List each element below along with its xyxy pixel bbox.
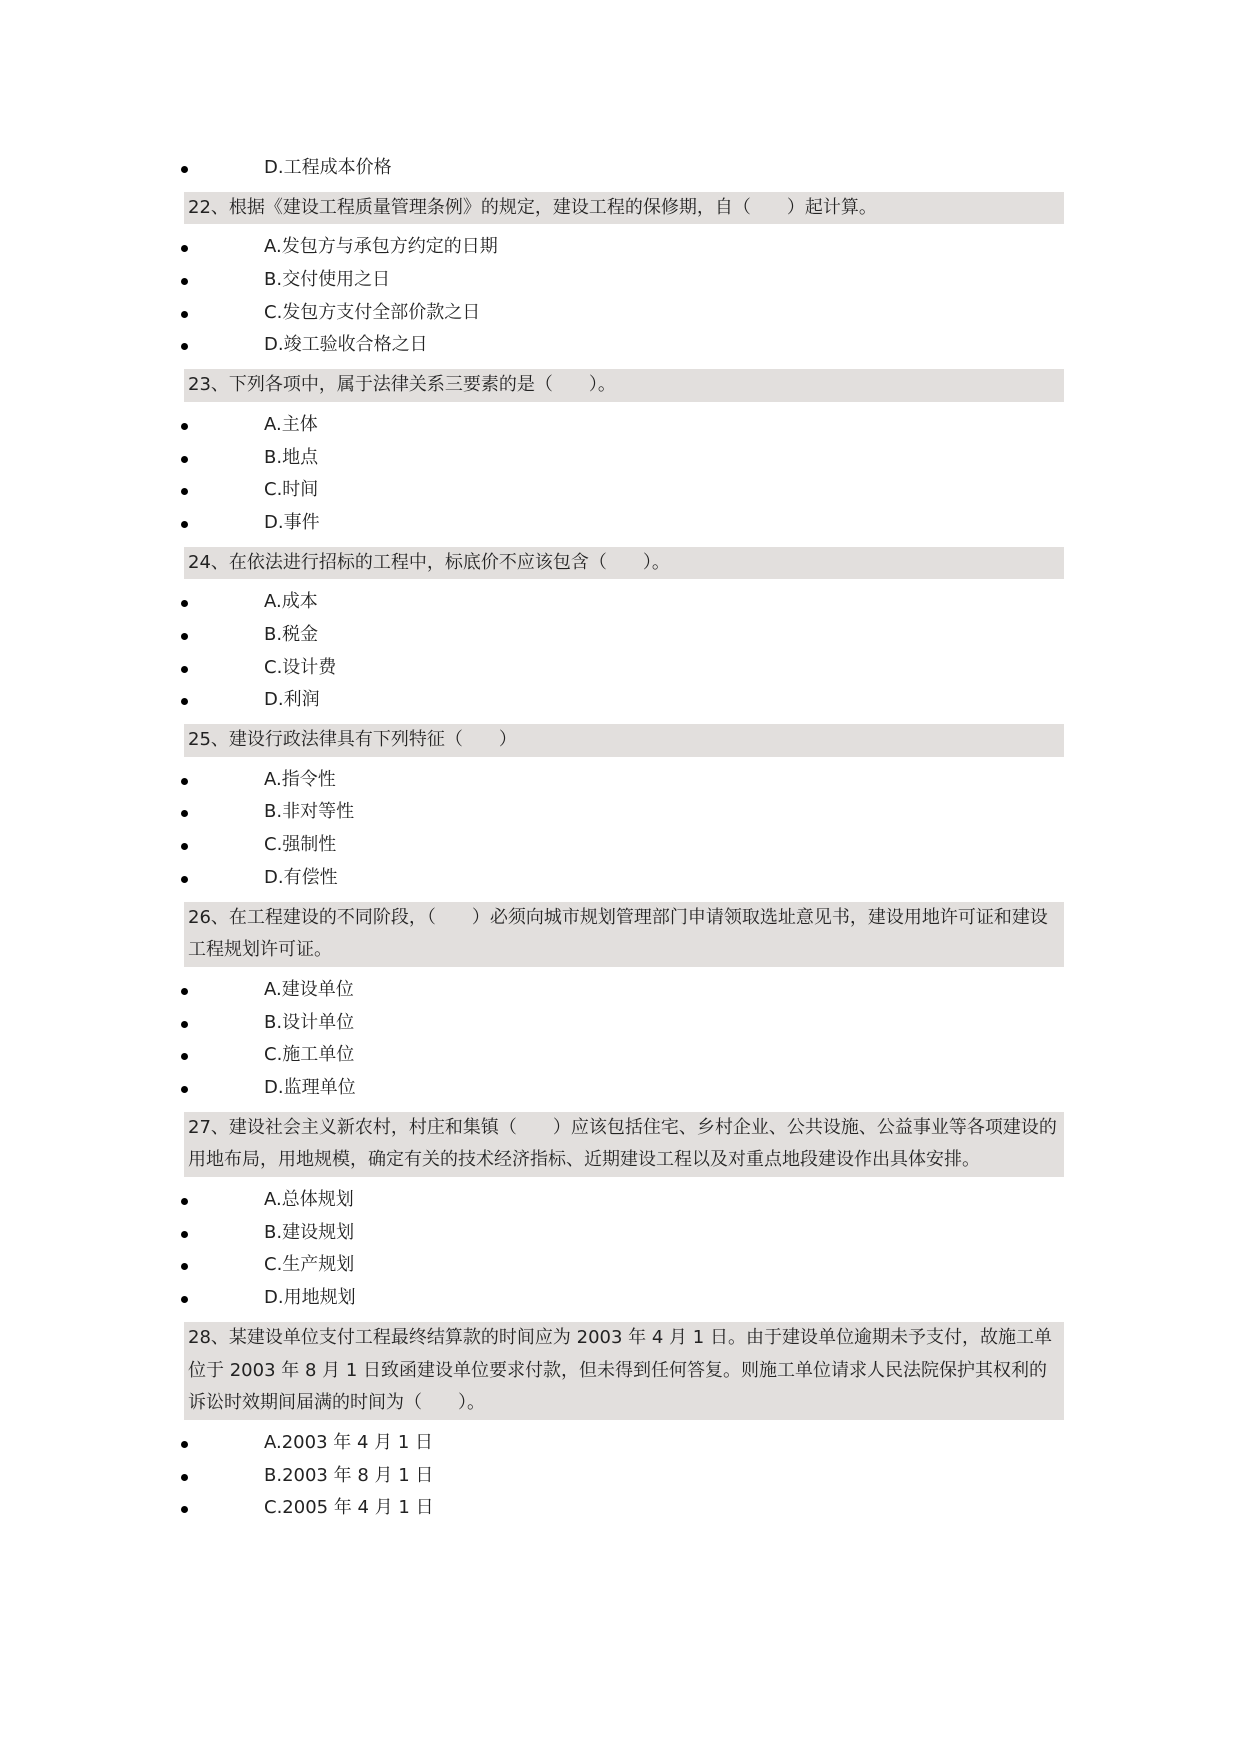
option-item bbox=[184, 329, 1064, 362]
question-text: 22、根据《建设工程质量管理条例》的规定，建设工程的保修期，自（ ）起计算。 bbox=[184, 192, 1064, 225]
question-text: 27、建设社会主义新农村，村庄和集镇（ ）应该包括住宅、乡村企业、公共设施、公益事业等各项建设的用地布局，用地规模，确定有关的技术经济指标、近期建设工程以及对重点地段建设作出具体安排。 bbox=[184, 1112, 1064, 1177]
option-text: D.利润 bbox=[264, 689, 320, 711]
option-item bbox=[184, 1492, 1064, 1525]
question-text: 28、某建设单位支付工程最终结算款的时间应为 2003 年 4 月 1 日。由于建设单位逾期未予支付，故施工单位于 2003 年 8 月 1 日致函建设单位要求付款，但未得到任何答复。则施工单位请求人民法院保护其权利的诉讼时效期间届满的时间为（ ）。 bbox=[184, 1322, 1064, 1420]
bullet-icon bbox=[181, 988, 188, 995]
bullet-icon bbox=[181, 1086, 188, 1093]
question-text: 26、在工程建设的不同阶段，（ ）必须向城市规划管理部门申请领取选址意见书，建设用地许可证和建设工程规划许可证。 bbox=[184, 902, 1064, 967]
option-list bbox=[184, 586, 1064, 717]
option-item bbox=[184, 409, 1064, 442]
option-item bbox=[184, 1282, 1064, 1315]
document-page bbox=[184, 152, 1064, 1525]
option-text: A.发包方与承包方约定的日期 bbox=[264, 236, 498, 258]
option-text: A.主体 bbox=[264, 413, 318, 435]
option-text: B.地点 bbox=[264, 446, 319, 468]
option-text: D.事件 bbox=[264, 511, 320, 533]
option-text: A.成本 bbox=[264, 591, 318, 613]
option-item bbox=[184, 152, 1064, 185]
bullet-icon bbox=[181, 778, 188, 785]
option-item bbox=[184, 1249, 1064, 1282]
bullet-icon bbox=[181, 423, 188, 430]
bullet-icon bbox=[181, 698, 188, 705]
bullet-icon bbox=[181, 843, 188, 850]
bullet-icon bbox=[181, 1441, 188, 1448]
option-item bbox=[184, 1427, 1064, 1460]
option-list bbox=[184, 231, 1064, 362]
option-text: B.税金 bbox=[264, 623, 319, 645]
option-item bbox=[184, 796, 1064, 829]
bullet-icon bbox=[181, 666, 188, 673]
option-item bbox=[184, 862, 1064, 895]
option-text: C.2005 年 4 月 1 日 bbox=[264, 1497, 434, 1519]
option-text: C.施工单位 bbox=[264, 1044, 355, 1066]
bullet-icon bbox=[181, 311, 188, 318]
option-item bbox=[184, 619, 1064, 652]
option-list bbox=[184, 152, 1064, 185]
bullet-icon bbox=[181, 600, 188, 607]
bullet-icon bbox=[181, 810, 188, 817]
option-item bbox=[184, 1072, 1064, 1105]
option-list bbox=[184, 764, 1064, 895]
option-item bbox=[184, 507, 1064, 540]
option-item bbox=[184, 764, 1064, 797]
bullet-icon bbox=[181, 245, 188, 252]
bullet-icon bbox=[181, 1021, 188, 1028]
option-text: A.总体规划 bbox=[264, 1189, 354, 1211]
option-item bbox=[184, 264, 1064, 297]
option-text: C.生产规划 bbox=[264, 1254, 355, 1276]
question-text: 25、建设行政法律具有下列特征（ ） bbox=[184, 724, 1064, 757]
option-item bbox=[184, 684, 1064, 717]
option-item bbox=[184, 1217, 1064, 1250]
option-text: C.强制性 bbox=[264, 834, 337, 856]
bullet-icon bbox=[181, 1231, 188, 1238]
option-list bbox=[184, 974, 1064, 1105]
bullet-icon bbox=[181, 343, 188, 350]
option-text: D.工程成本价格 bbox=[264, 157, 392, 178]
option-text: A.指令性 bbox=[264, 768, 336, 790]
bullet-icon bbox=[181, 1296, 188, 1303]
question-text: 23、下列各项中，属于法律关系三要素的是（ ）。 bbox=[184, 369, 1064, 402]
option-text: B.建设规划 bbox=[264, 1221, 355, 1243]
bullet-icon bbox=[181, 456, 188, 463]
option-item bbox=[184, 974, 1064, 1007]
bullet-icon bbox=[181, 1263, 188, 1270]
option-item bbox=[184, 829, 1064, 862]
option-item bbox=[184, 297, 1064, 330]
option-list bbox=[184, 1184, 1064, 1315]
bullet-icon bbox=[181, 633, 188, 640]
option-item bbox=[184, 1184, 1064, 1217]
option-text: C.设计费 bbox=[264, 656, 337, 678]
option-text: B.交付使用之日 bbox=[264, 269, 391, 291]
option-text: D.用地规划 bbox=[264, 1287, 356, 1309]
bullet-icon bbox=[181, 521, 188, 528]
bullet-icon bbox=[181, 1053, 188, 1060]
option-item bbox=[184, 1039, 1064, 1072]
bullet-icon bbox=[181, 1474, 188, 1481]
option-item bbox=[184, 586, 1064, 619]
option-text: A.建设单位 bbox=[264, 978, 354, 1000]
bullet-icon bbox=[181, 488, 188, 495]
option-text: B.2003 年 8 月 1 日 bbox=[264, 1464, 434, 1486]
option-text: D.有偿性 bbox=[264, 866, 338, 888]
option-list bbox=[184, 409, 1064, 540]
option-item bbox=[184, 1460, 1064, 1493]
option-text: C.发包方支付全部价款之日 bbox=[264, 301, 481, 323]
option-list bbox=[184, 1427, 1064, 1525]
bullet-icon bbox=[181, 278, 188, 285]
option-text: B.设计单位 bbox=[264, 1011, 355, 1033]
option-text: C.时间 bbox=[264, 479, 319, 501]
bullet-icon bbox=[181, 1198, 188, 1205]
option-item bbox=[184, 474, 1064, 507]
option-item bbox=[184, 442, 1064, 475]
option-text: D.监理单位 bbox=[264, 1076, 356, 1098]
bullet-icon bbox=[181, 876, 188, 883]
option-item bbox=[184, 652, 1064, 685]
option-text: A.2003 年 4 月 1 日 bbox=[264, 1431, 434, 1453]
bullet-icon bbox=[181, 166, 188, 173]
option-item bbox=[184, 1007, 1064, 1040]
bullet-icon bbox=[181, 1506, 188, 1513]
question-text: 24、在依法进行招标的工程中，标底价不应该包含（ ）。 bbox=[184, 547, 1064, 580]
option-item bbox=[184, 231, 1064, 264]
option-text: B.非对等性 bbox=[264, 801, 355, 823]
option-text: D.竣工验收合格之日 bbox=[264, 334, 428, 356]
